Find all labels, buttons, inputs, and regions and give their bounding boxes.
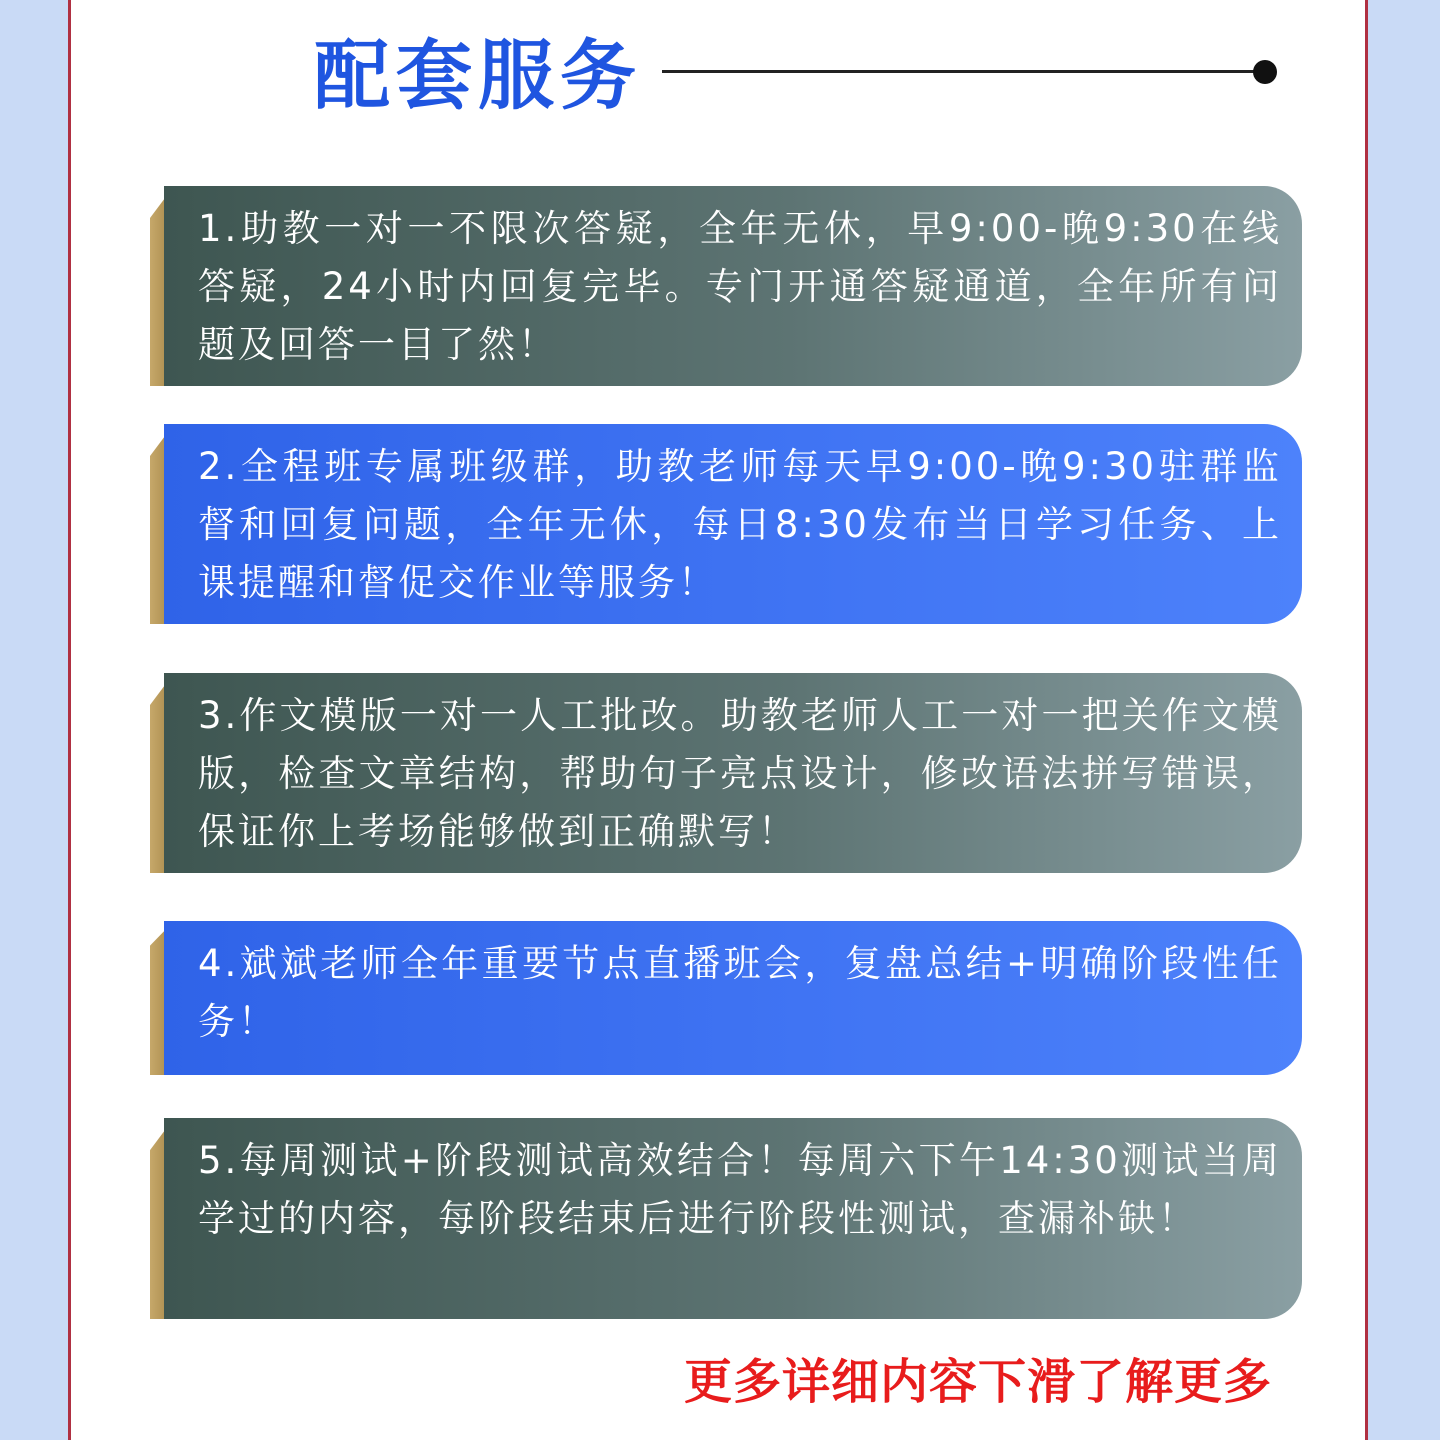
service-text-5: 5.每周测试+阶段测试高效结合！每周六下午14:30测试当周学过的内容，每阶段结束后进行阶段性测试，查漏补缺！ [164, 1118, 1302, 1319]
service-card-2 [150, 424, 1302, 624]
service-card-3 [150, 673, 1302, 873]
service-text-1: 1.助教一对一不限次答疑，全年无休，早9:00-晚9:30在线答疑，24小时内回复完毕。专门开通答疑通道，全年所有问题及回答一目了然！ [164, 186, 1302, 386]
service-text-2: 2.全程班专属班级群，助教老师每天早9:00-晚9:30驻群监督和回复问题，全年无休，每日8:30发布当日学习任务、上课提醒和督促交作业等服务！ [164, 424, 1302, 624]
title-divider-dot [1253, 60, 1277, 84]
title-divider-line [662, 70, 1264, 73]
section-title: 配套服务 [314, 31, 642, 120]
service-card-4 [150, 921, 1302, 1075]
service-text-3: 3.作文模版一对一人工批改。助教老师人工一对一把关作文模版，检查文章结构，帮助句子亮点设计，修改语法拼写错误，保证你上考场能够做到正确默写！ [164, 673, 1302, 873]
service-text-4: 4.斌斌老师全年重要节点直播班会，复盘总结+明确阶段性任务！ [164, 921, 1302, 1075]
service-card-1 [150, 186, 1302, 386]
scroll-hint-text: 更多详细内容下滑了解更多 [684, 1354, 1273, 1410]
service-card-5 [150, 1118, 1302, 1319]
